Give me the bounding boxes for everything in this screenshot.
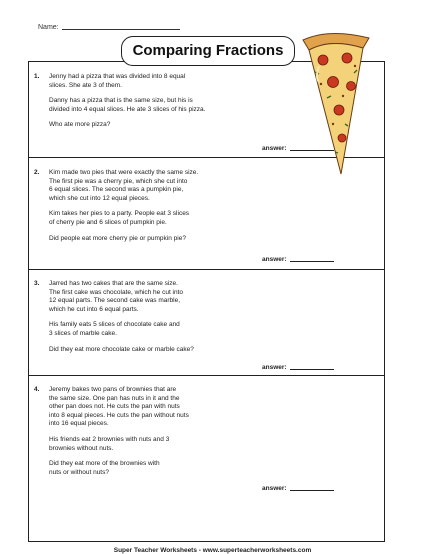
question-text: Jarred has two cakes that are the same size. The first cake was chocolate, which he cut into 12 equal parts. The second cake was marble, which he cut into 6 equal parts. [49,280,184,313]
name-blank[interactable] [62,29,180,30]
answer-line-4 [262,485,334,492]
answer-label: answer: [262,485,287,492]
question-prompt: Did they eat more chocolate cake or marble cake? [49,345,194,353]
question-1 [34,73,334,137]
answer-label: answer: [262,364,287,371]
name-label: Name: [38,24,59,31]
question-text: His friends eat 2 brownies with nuts and 3 brownies without nuts. [49,435,170,452]
question-number: 1. [34,73,40,80]
question-prompt: Did people eat more cherry pie or pumpkin pie? [49,234,186,242]
question-number: 2. [34,169,40,176]
answer-blank[interactable] [290,150,334,151]
answer-line-3 [262,364,334,371]
question-number: 4. [34,386,40,393]
question-4 [34,386,334,484]
question-text: Kim made two pies that were exactly the same size. The first pie was a cherry pie, which she cut into 6 equal slices. The second was a pumpkin pie, which she cut into 12 equal pieces. [49,169,199,202]
question-text: Jeremy bakes two pans of brownies that are the same size. One pan has nuts in it and the other pan does not. He cuts the pan with nuts into 8 equal pieces. He cuts the pan without nuts into 16 equal pieces. [49,386,189,428]
answer-line-2 [262,256,334,263]
section-divider [28,269,385,270]
answer-label: answer: [262,256,287,263]
page-footer: Super Teacher Worksheets - www.superteacherworksheets.com [113,547,312,554]
answer-line-1 [262,145,334,152]
question-2 [34,169,334,250]
question-text: Jenny had a pizza that was divided into 8 equal slices. She ate 3 of them. [49,73,186,89]
question-text: Danny has a pizza that is the same size, but his is divided into 4 equal slices. He ate 3 slices of his pizza. [49,97,206,113]
question-prompt: Who ate more pizza? [49,121,111,129]
question-text: His family eats 5 slices of chocolate cake and 3 slices of marble cake. [49,321,180,337]
answer-blank[interactable] [290,261,334,262]
answer-blank[interactable] [290,490,334,491]
question-prompt: Did they eat more of the brownies with nuts or without nuts? [49,460,160,476]
answer-blank[interactable] [290,369,334,370]
question-text: Kim takes her pies to a party. People eat 3 slices of cherry pie and 6 slices of pumpkin pie. [49,210,190,226]
page-title: Comparing Fractions [121,36,295,66]
name-line [38,24,180,31]
question-3 [34,280,334,361]
section-divider [28,375,385,376]
question-number: 3. [34,280,40,287]
answer-label: answer: [262,145,287,152]
